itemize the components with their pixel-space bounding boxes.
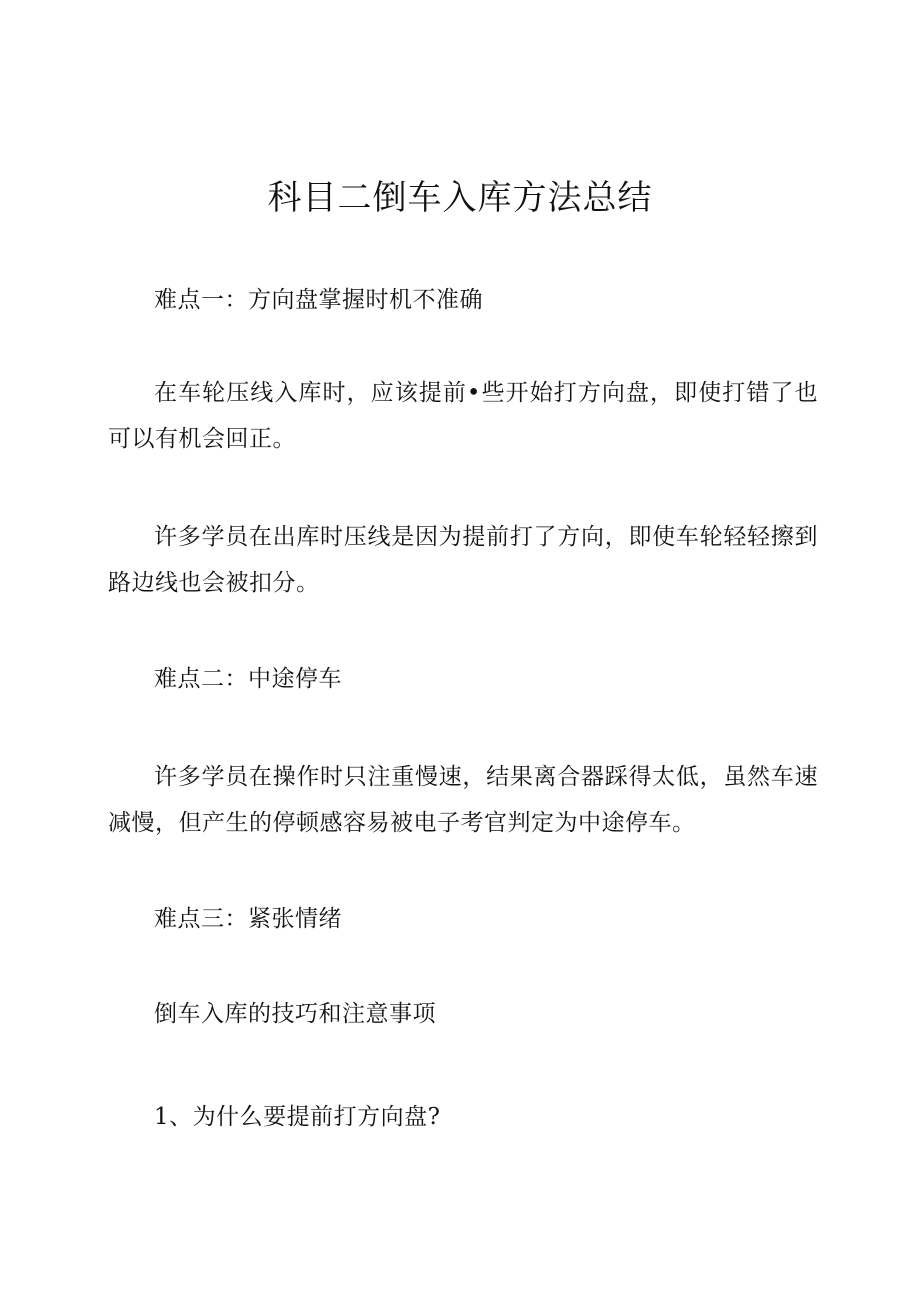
paragraph-exit-line: 许多学员在出库时压线是因为提前打了方向，即使车轮轻轻擦到路边线也会被扣分。 (108, 524, 818, 596)
heading-difficulty-three: 难点三：紧张情绪 (154, 906, 342, 932)
heading-tips: 倒车入库的技巧和注意事项 (154, 1001, 436, 1027)
heading-difficulty-two: 难点二：中途停车 (154, 666, 342, 692)
heading-question-one: 1、为什么要提前打方向盘? (154, 1104, 441, 1130)
document-title: 科目二倒车入库方法总结 (267, 178, 653, 218)
paragraph-midway-stop: 许多学员在操作时只注重慢速，结果离合器踩得太低，虽然车速减慢，但产生的停顿感容易被电子考官判定为中途停车。 (108, 764, 818, 836)
heading-difficulty-one: 难点一：方向盘掌握时机不准确 (154, 287, 483, 313)
paragraph-steering-timing: 在车轮压线入库时，应该提前•些开始打方向盘，即使打错了也可以有机会回正。 (108, 380, 818, 452)
